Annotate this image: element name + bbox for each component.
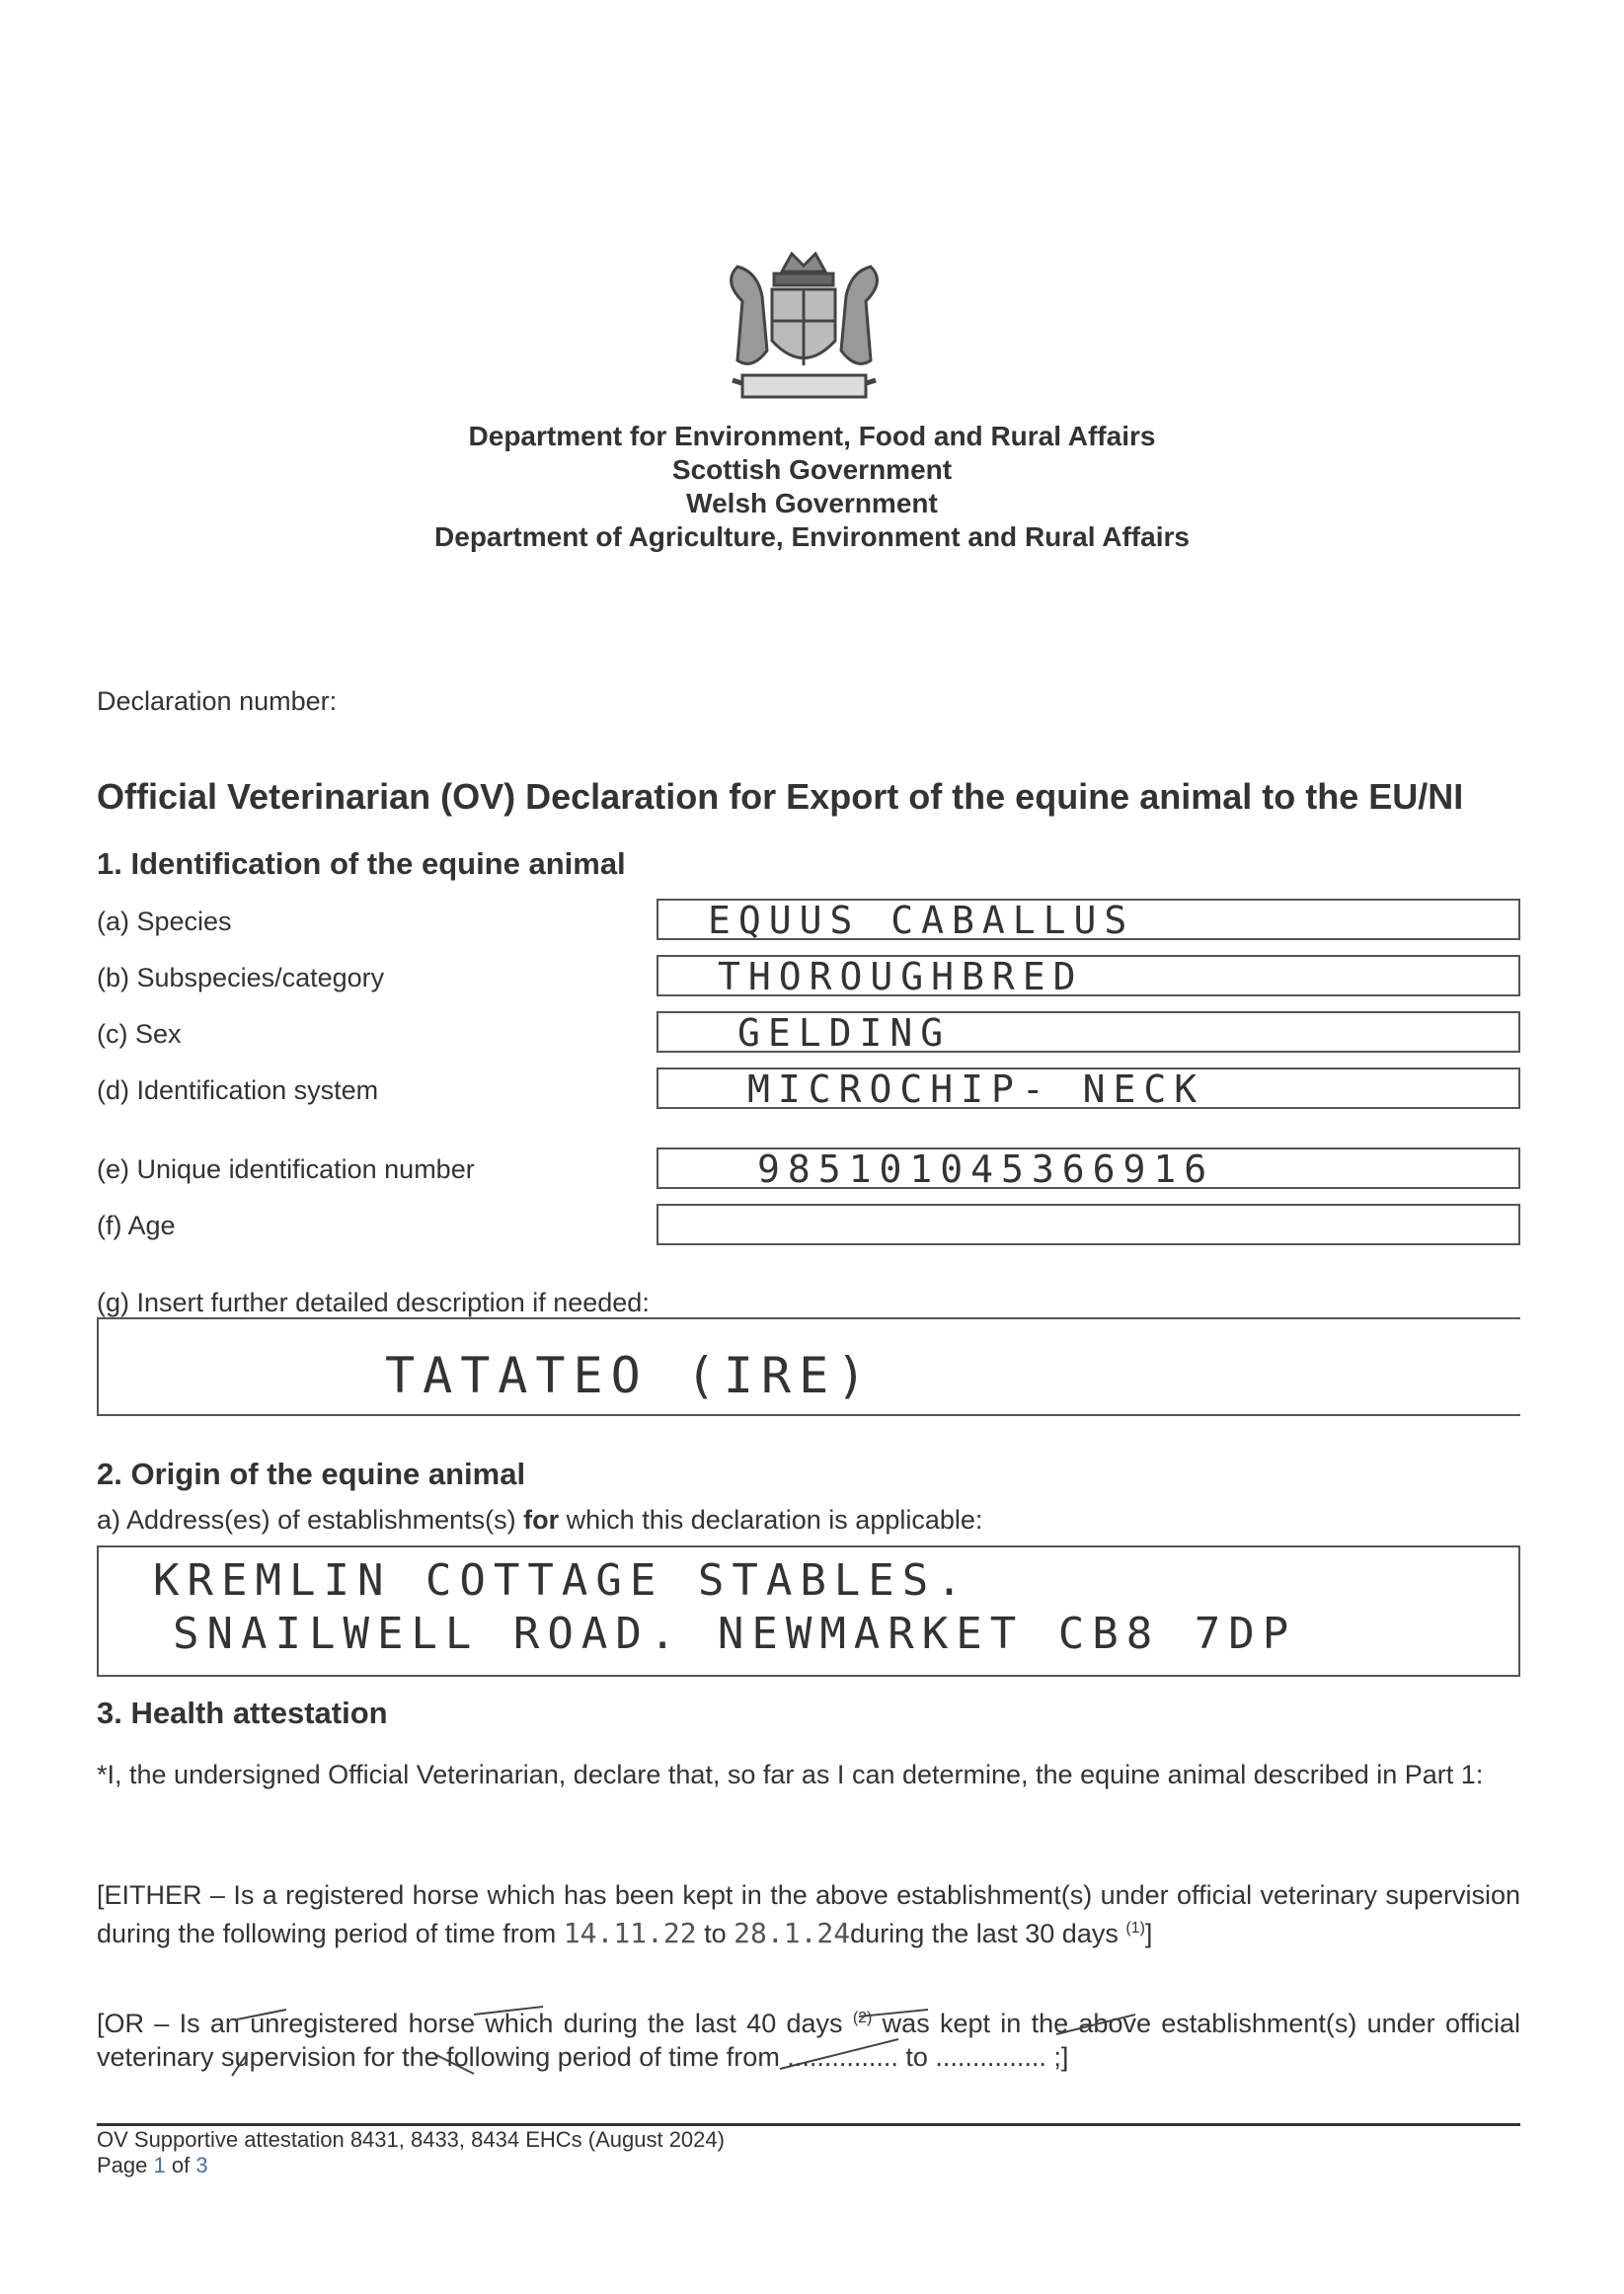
section1-heading: 1. Identification of the equine animal xyxy=(97,846,626,881)
health-intro: *I, the undersigned Official Veterinarian, declare that, so far as I can determine, the equine animal described in Part 1: xyxy=(97,1760,1484,1789)
age-field[interactable] xyxy=(657,1204,1520,1245)
department-name-2: Scottish Government xyxy=(671,454,953,485)
sex-field[interactable] xyxy=(657,1011,1520,1053)
declaration-number-label: Declaration number: xyxy=(97,686,338,716)
further-description-value: TATATEO (IRE) xyxy=(385,1347,875,1404)
further-description-label: (g) Insert further detailed description if needed: xyxy=(97,1288,650,1317)
address-line-1: KREMLIN COTTAGE STABLES. xyxy=(153,1555,970,1606)
strikethrough-marks xyxy=(227,1995,1214,2084)
or-statement: [OR – Is an unregistered horse which during the last 40 days $^{(2)}$ was kept in the above establishment(s) under official veterinary supervision for the following period of time from ............... to ............... ;] xyxy=(97,2009,1521,2072)
species-label: (a) Species xyxy=(97,907,232,936)
address-label: a) Address(es) of establishments(s) for which this declaration is applicable: xyxy=(97,1505,983,1535)
either-to-date: 28.1.24 xyxy=(734,1917,851,1949)
species-value: EQUUS CABALLUS xyxy=(708,899,1135,942)
address-field[interactable] xyxy=(97,1545,1520,1677)
either-from-date: 14.11.22 xyxy=(563,1917,697,1949)
footer-divider xyxy=(97,2123,1520,2126)
identification-system-field[interactable] xyxy=(657,1068,1520,1109)
sex-label: (c) Sex xyxy=(97,1019,182,1049)
unique-id-field[interactable] xyxy=(657,1147,1520,1189)
subspecies-label: (b) Subspecies/category xyxy=(97,963,385,992)
section2-heading: 2. Origin of the equine animal xyxy=(97,1457,526,1491)
section3-heading: 3. Health attestation xyxy=(97,1696,388,1730)
page-title: Official Veterinarian (OV) Declaration for Export of the equine animal to the EU/NI xyxy=(97,776,1464,817)
subspecies-value: THOROUGHBRED xyxy=(718,955,1084,998)
royal-coat-of-arms-icon xyxy=(703,242,905,410)
unique-id-label: (e) Unique identification number xyxy=(97,1154,475,1184)
address-line-2: SNAILWELL ROAD. NEWMARKET CB8 7DP xyxy=(173,1609,1297,1659)
species-field[interactable] xyxy=(657,899,1520,940)
department-name-3: Welsh Government xyxy=(686,488,938,518)
age-label: (f) Age xyxy=(97,1211,176,1240)
either-statement: [EITHER – Is a registered horse which has been kept in the above establishment(s) under official veterinary supervision during the following period of time from 14.11.22 to 28.1.24during the last 30 days $^{(1)}$] xyxy=(97,1880,1520,1949)
identification-system-label: (d) Identification system xyxy=(97,1075,379,1105)
department-name-4: Department of Agriculture, Environment and Rural Affairs xyxy=(434,521,1190,552)
identification-system-value: MICROCHIP- NECK xyxy=(747,1068,1205,1111)
further-description-field[interactable] xyxy=(97,1317,1520,1416)
sex-value: GELDING xyxy=(737,1011,952,1055)
subspecies-field[interactable] xyxy=(657,955,1520,996)
page-indicator: Page 1 of 3 xyxy=(97,2153,208,2177)
footer-attestation: OV Supportive attestation 8431, 8433, 8434 EHCs (August 2024) xyxy=(97,2127,725,2152)
department-name-1: Department for Environment, Food and Rural Affairs xyxy=(468,421,1156,451)
unique-id-value: 985101045366916 xyxy=(757,1147,1215,1191)
